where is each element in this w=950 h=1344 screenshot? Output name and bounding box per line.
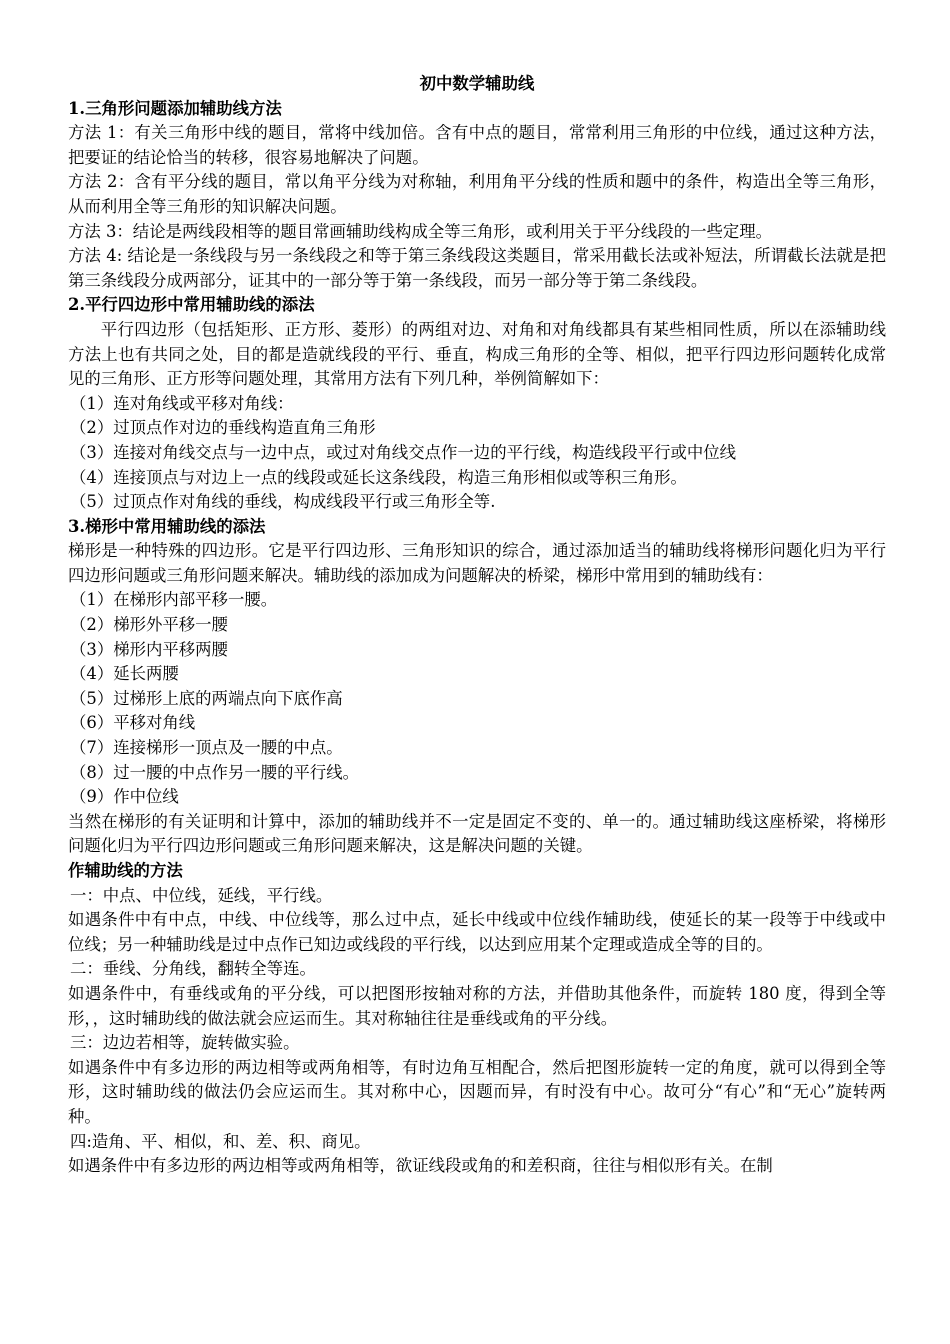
rule-explanation: 如遇条件中，有垂线或角的平分线，可以把图形按轴对称的方法，并借助其他条件，而旋转 180 度，得到全等形，，这时辅助线的做法就会应运而生。其对称轴往往是垂线或角的平分线。 [68,983,886,1028]
rule-line: 三：边边若相等，旋转做实验。 [70,1033,300,1053]
list-item: （9）作中位线 [70,787,179,807]
section-heading-trapezoid: 3.梯形中常用辅助线的添法 [68,516,266,536]
list-item: （5）过顶点作对角线的垂线，构成线段平行或三角形全等. [70,492,496,512]
section-conclusion: 当然在梯形的有关证明和计算中，添加的辅助线并不一定是固定不变的、单一的。通过辅助线这座桥梁，将梯形问题化归为平行四边形问题或三角形问题来解决，这是解决问题的关键。 [68,811,886,856]
section-heading-parallelogram: 2.平行四边形中常用辅助线的添法 [68,295,315,315]
list-item: （6）平移对角线 [70,713,196,733]
document-title: 初中数学辅助线 [419,74,535,93]
section-intro: 平行四边形（包括矩形、正方形、菱形）的两组对边、对角和对角线都具有某些相同性质，所以在添辅助线方法上也有共同之处，目的都是造就线段的平行、垂直，构成三角形的全等、相似，把平行四边形问题转化成常见的三角形、正方形等问题处理，其常用方法有下列几种，举例简解如下： [68,319,886,389]
method-paragraph: 方法 1：有关三角形中线的题目，常将中线加倍。含有中点的题目，常常利用三角形的中位线，通过这种方法，把要证的结论恰当的转移，很容易地解决了问题。 [68,123,886,167]
list-item: （4）延长两腰 [70,664,179,684]
list-item: （7）连接梯形一顶点及一腰的中点。 [70,738,343,758]
section-heading-methods: 作辅助线的方法 [68,861,183,880]
list-item: （4）连接顶点与对边上一点的线段或延长这条线段，构造三角形相似或等积三角形。 [70,467,687,487]
method-paragraph: 方法 2：含有平分线的题目，常以角平分线为对称轴，利用角平分线的性质和题中的条件，构造出全等三角形，从而利用全等三角形的知识解决问题。 [68,172,886,216]
list-item: （3）梯形内平移两腰 [70,639,228,659]
list-item: （2）过顶点作对边的垂线构造直角三角形 [70,418,376,438]
list-item: （8）过一腰的中点作另一腰的平行线。 [70,762,360,782]
rule-explanation: 如遇条件中有中点，中线、中位线等，那么过中点，延长中线或中位线作辅助线，使延长的某一段等于中线或中位线；另一种辅助线是过中点作已知边或线段的平行线，以达到应用某个定理或造成全等的目的。 [68,910,886,954]
list-item: （2）梯形外平移一腰 [70,615,228,635]
rule-line: 一：中点、中位线，延线，平行线。 [70,885,333,905]
section-intro: 梯形是一种特殊的四边形。它是平行四边形、三角形知识的综合，通过添加适当的辅助线将梯形问题化归为平行四边形问题或三角形问题来解决。辅助线的添加成为问题解决的桥梁，梯形中常用到的辅助线有： [68,541,886,585]
document-page [68,72,886,1179]
rule-explanation: 如遇条件中有多边形的两边相等或两角相等，欲证线段或角的和差积商，往往与相似形有关。在制 [68,1156,773,1176]
list-item: （5）过梯形上底的两端点向下底作高 [70,688,343,708]
list-item: （1）在梯形内部平移一腰。 [70,590,278,610]
rule-explanation: 如遇条件中有多边形的两边相等或两角相等，有时边角互相配合，然后把图形旋转一定的角度，就可以得到全等形，这时辅助线的做法仍会应运而生。其对称中心，因题而异，有时没有中心。故可分“有心”和“无心”旋转两种。 [68,1057,886,1126]
method-paragraph: 方法 3：结论是两线段相等的题目常画辅助线构成全等三角形，或利用关于平分线段的一些定理。 [68,221,773,241]
list-item: （3）连接对角线交点与一边中点，或过对角线交点作一边的平行线，构造线段平行或中位线 [70,442,737,462]
list-item: （1）连对角线或平移对角线： [70,393,294,413]
section-heading-triangle: 1.三角形问题添加辅助线方法 [68,98,282,118]
rule-line: 四:造角、平、相似，和、差、积、商见。 [70,1131,371,1151]
method-paragraph: 方法 4: 结论是一条线段与另一条线段之和等于第三条线段这类题目，常采用截长法或补短法，所谓截长法就是把第三条线段分成两部分，证其中的一部分等于第一条线段，而另一部分等于第二条线段。 [68,246,886,290]
rule-line: 二：垂线、分角线，翻转全等连。 [70,959,316,979]
